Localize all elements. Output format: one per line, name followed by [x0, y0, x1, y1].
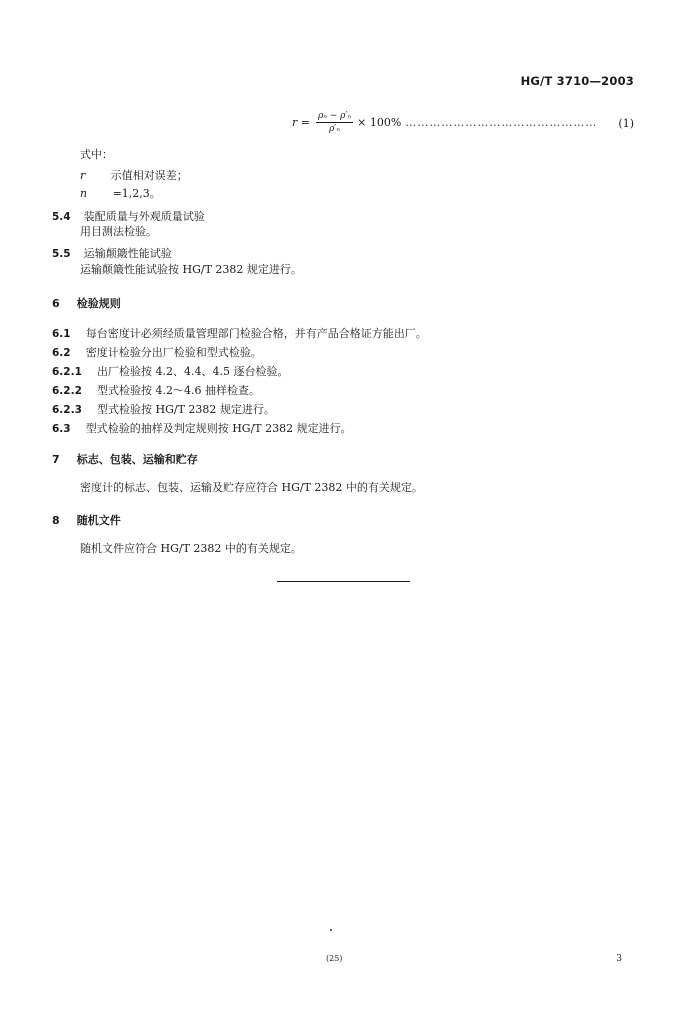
where-item	[80, 167, 188, 183]
clause-text: 每台密度计必须经质量管理部门检验合格，并有产品合格证方能出厂。	[85, 327, 427, 340]
clause-number: 6.2.3	[52, 404, 82, 416]
where-symbol: r	[80, 169, 86, 182]
clause-number: 6.1	[52, 328, 71, 340]
section-heading	[52, 205, 205, 224]
clause	[52, 322, 427, 341]
clause	[52, 398, 275, 417]
clause	[52, 341, 262, 360]
where-item	[80, 185, 161, 201]
clause-number: 6.2.1	[52, 366, 82, 378]
page-number: 3	[616, 954, 622, 964]
section-title: 装配质量与外观质量试验	[83, 210, 205, 223]
chapter-heading	[52, 292, 121, 311]
formula-fraction	[316, 110, 353, 135]
clause-text: 密度计检验分出厂检验和型式检验。	[85, 346, 262, 359]
chapter-number: 7	[52, 453, 60, 466]
standard-code: HG/T 3710—2003	[520, 74, 634, 88]
clause-number: 6.2	[52, 347, 71, 359]
chapter-body: 密度计的标志、包装、运输及贮存应符合 HG/T 2382 中的有关规定。	[80, 481, 423, 494]
where-intro: 式中：	[80, 148, 113, 161]
section-body: 用目测法检验。	[80, 225, 157, 238]
chapter-title: 随机文件	[76, 514, 121, 527]
chapter-title: 标志、包装、运输和贮存	[76, 453, 198, 466]
clause-text: 型式检验按 4.2～4.6 抽样检查。	[97, 384, 260, 397]
equation-number: (1)	[618, 117, 634, 130]
where-symbol: n	[80, 187, 88, 200]
chapter-heading	[52, 448, 198, 467]
clause	[52, 379, 260, 398]
section-number: 5.4	[52, 211, 71, 223]
formula-denominator: ρ′ₙ	[329, 124, 341, 134]
clause	[52, 417, 352, 436]
formula-lhs: r =	[292, 116, 310, 129]
clause-text: 型式检验的抽样及判定规则按 HG/T 2382 规定进行。	[85, 422, 352, 435]
chapter-title: 检验规则	[76, 297, 121, 310]
where-desc: 示值相对误差；	[110, 169, 188, 182]
scan-speck	[330, 929, 332, 931]
formula-leader-dots: …………………………………………	[405, 116, 598, 129]
clause-text: 型式检验按 HG/T 2382 规定进行。	[97, 403, 275, 416]
section-body: 运输颠簸性能试验按 HG/T 2382 规定进行。	[80, 263, 302, 276]
section-heading	[52, 242, 172, 261]
footer-center-number: (25)	[326, 954, 343, 963]
clause-text: 出厂检验按 4.2、4.4、4.5 逐台检验。	[97, 365, 289, 378]
chapter-number: 8	[52, 514, 60, 527]
chapter-heading	[52, 509, 121, 528]
clause-number: 6.3	[52, 423, 71, 435]
chapter-body: 随机文件应符合 HG/T 2382 中的有关规定。	[80, 542, 302, 555]
where-desc: =1,2,3。	[112, 187, 161, 200]
section-number: 5.5	[52, 248, 71, 260]
section-title: 运输颠簸性能试验	[83, 247, 172, 260]
formula-times: × 100%	[357, 116, 402, 129]
chapter-number: 6	[52, 297, 60, 310]
formula-numerator: ρₙ − ρ′ₙ	[317, 111, 352, 121]
end-rule	[277, 581, 410, 582]
clause-number: 6.2.2	[52, 385, 82, 397]
clause	[52, 360, 288, 379]
formula	[292, 110, 597, 135]
